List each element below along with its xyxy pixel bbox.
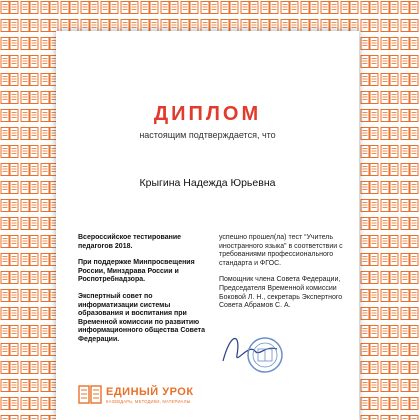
brand-tagline: КАЗЕВДАРЬ, МЕТОДИКИ, МАТЕРИАЛЫ	[106, 399, 191, 404]
council-text: Экспертный совет по информатизации системы образования и воспитания при Временной комиссии по развитию информационного общества Совета Федерации.	[78, 292, 206, 343]
support-text: При поддержке Минпросвещения России, Минздрава России и Роспотребнадзора.	[78, 259, 195, 284]
brand-logo	[78, 384, 194, 406]
diploma-title: ДИПЛОМ	[153, 103, 262, 125]
brand-name: ЕДИНЫЙ УРОК	[106, 386, 194, 398]
stamp-seal	[219, 325, 289, 377]
brand-book-icon	[78, 384, 102, 406]
right-column	[219, 234, 354, 319]
recipient-name: Крыгина Надежда Юрьевна	[139, 177, 276, 189]
left-column	[78, 234, 208, 353]
diploma-subtitle: настоящим подтверждается, что	[139, 130, 276, 140]
result-text: успешно прошел(ла) тест “Учитель иностранного языка” в соответствии с требованиями профессионального стандарта и ФГОС.	[219, 234, 343, 267]
signatory-text: Помощник члена Совета Федерации, Председателя Временной комиссии Боковой Л. Н., секретарь Экспертного Совета Абрамов С. А.	[219, 276, 343, 310]
test-name: Всероссийское тестирование педагогов 2018.	[78, 234, 182, 250]
signature	[223, 338, 277, 361]
diploma-sheet	[56, 31, 359, 420]
